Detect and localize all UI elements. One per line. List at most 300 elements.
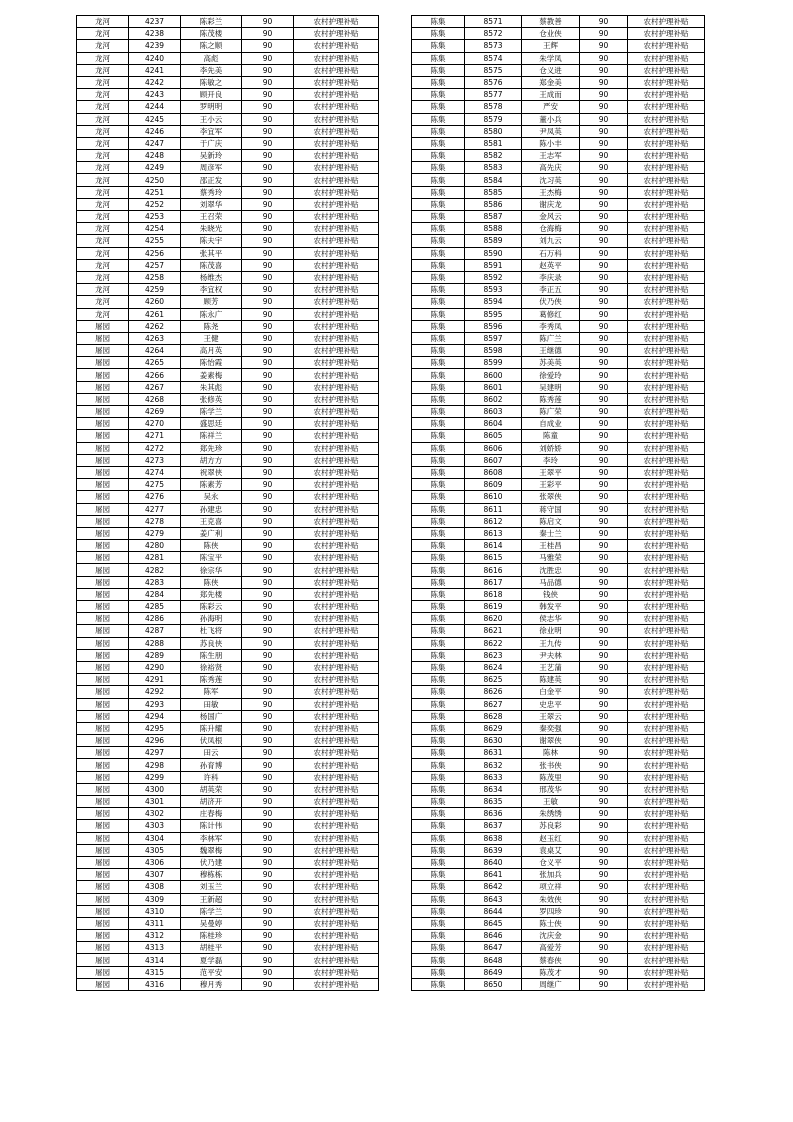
- serial-number-cell: 4297: [129, 747, 181, 759]
- subsidy-type-cell: 农村护理补贴: [628, 76, 705, 88]
- subsidy-type-cell: 农村护理补贴: [294, 503, 379, 515]
- name-cell: 王彩平: [522, 479, 580, 491]
- name-cell: 沈胜忠: [522, 564, 580, 576]
- amount-cell: 90: [580, 28, 628, 40]
- amount-cell: 90: [242, 588, 294, 600]
- town-cell: 屠园: [77, 893, 129, 905]
- table-row: [77, 917, 379, 929]
- amount-cell: 90: [242, 211, 294, 223]
- table-row: [77, 320, 379, 332]
- table-row: [412, 101, 705, 113]
- amount-cell: 90: [242, 661, 294, 673]
- name-cell: 胡方方: [181, 454, 242, 466]
- name-cell: 沈习英: [522, 174, 580, 186]
- table-row: [77, 503, 379, 515]
- town-cell: 屠园: [77, 832, 129, 844]
- serial-number-cell: 4283: [129, 576, 181, 588]
- amount-cell: 90: [242, 491, 294, 503]
- table-row: [77, 869, 379, 881]
- subsidy-type-cell: 农村护理补贴: [628, 881, 705, 893]
- town-cell: 龙河: [77, 284, 129, 296]
- amount-cell: 90: [580, 174, 628, 186]
- town-cell: 屠园: [77, 661, 129, 673]
- town-cell: 屠园: [77, 954, 129, 966]
- name-cell: 胡桂平: [181, 942, 242, 954]
- table-row: [77, 247, 379, 259]
- town-cell: 陈集: [412, 211, 465, 223]
- serial-number-cell: 4284: [129, 588, 181, 600]
- name-cell: 王新超: [181, 893, 242, 905]
- name-cell: 陈茂里: [522, 771, 580, 783]
- name-cell: 谢翠侠: [522, 735, 580, 747]
- subsidy-type-cell: 农村护理补贴: [628, 576, 705, 588]
- town-cell: 陈集: [412, 930, 465, 942]
- table-row: [77, 271, 379, 283]
- name-cell: 徐业明: [522, 625, 580, 637]
- amount-cell: 90: [242, 101, 294, 113]
- name-cell: 秦士兰: [522, 527, 580, 539]
- table-row: [412, 442, 705, 454]
- town-cell: 龙河: [77, 271, 129, 283]
- town-cell: 屠园: [77, 759, 129, 771]
- amount-cell: 90: [580, 698, 628, 710]
- subsidy-type-cell: 农村护理补贴: [294, 89, 379, 101]
- subsidy-type-cell: 农村护理补贴: [628, 174, 705, 186]
- amount-cell: 90: [580, 917, 628, 929]
- amount-cell: 90: [242, 735, 294, 747]
- table-row: [412, 16, 705, 28]
- table-row: [412, 637, 705, 649]
- table-row: [412, 40, 705, 52]
- serial-number-cell: 4245: [129, 113, 181, 125]
- table-row: [77, 369, 379, 381]
- subsidy-type-cell: 农村护理补贴: [628, 796, 705, 808]
- name-cell: 穆栋栋: [181, 869, 242, 881]
- table-row: [77, 576, 379, 588]
- subsidy-type-cell: 农村护理补贴: [628, 198, 705, 210]
- table-row: [77, 735, 379, 747]
- table-row: [77, 125, 379, 137]
- table-row: [77, 686, 379, 698]
- amount-cell: 90: [242, 540, 294, 552]
- town-cell: 屠园: [77, 686, 129, 698]
- serial-number-cell: 8601: [465, 381, 522, 393]
- subsidy-type-cell: 农村护理补贴: [294, 64, 379, 76]
- serial-number-cell: 8642: [465, 881, 522, 893]
- amount-cell: 90: [242, 113, 294, 125]
- subsidy-type-cell: 农村护理补贴: [294, 698, 379, 710]
- name-cell: 范平安: [181, 966, 242, 978]
- amount-cell: 90: [580, 369, 628, 381]
- name-cell: 陈计伟: [181, 820, 242, 832]
- serial-number-cell: 8576: [465, 76, 522, 88]
- table-row: [412, 576, 705, 588]
- name-cell: 邢茂华: [522, 783, 580, 795]
- subsidy-type-cell: 农村护理补贴: [294, 905, 379, 917]
- subsidy-type-cell: 农村护理补贴: [294, 735, 379, 747]
- town-cell: 陈集: [412, 978, 465, 990]
- subsidy-type-cell: 农村护理补贴: [294, 76, 379, 88]
- table-row: [77, 16, 379, 28]
- subsidy-type-cell: 农村护理补贴: [294, 893, 379, 905]
- serial-number-cell: 8605: [465, 430, 522, 442]
- table-row: [77, 211, 379, 223]
- town-cell: 陈集: [412, 747, 465, 759]
- serial-number-cell: 4308: [129, 881, 181, 893]
- subsidy-type-cell: 农村护理补贴: [294, 393, 379, 405]
- serial-number-cell: 4307: [129, 869, 181, 881]
- subsidy-type-cell: 农村护理补贴: [294, 162, 379, 174]
- table-row: [412, 881, 705, 893]
- amount-cell: 90: [580, 674, 628, 686]
- subsidy-type-cell: 农村护理补贴: [628, 661, 705, 673]
- amount-cell: 90: [242, 332, 294, 344]
- town-cell: 陈集: [412, 186, 465, 198]
- table-row: [77, 588, 379, 600]
- amount-cell: 90: [580, 564, 628, 576]
- serial-number-cell: 8640: [465, 856, 522, 868]
- table-row: [412, 113, 705, 125]
- table-row: [412, 515, 705, 527]
- amount-cell: 90: [580, 454, 628, 466]
- town-cell: 陈集: [412, 540, 465, 552]
- serial-number-cell: 8593: [465, 284, 522, 296]
- table-row: [77, 332, 379, 344]
- town-cell: 屠园: [77, 783, 129, 795]
- serial-number-cell: 4276: [129, 491, 181, 503]
- town-cell: 陈集: [412, 796, 465, 808]
- town-cell: 陈集: [412, 808, 465, 820]
- subsidy-type-cell: 农村护理补贴: [628, 271, 705, 283]
- amount-cell: 90: [580, 198, 628, 210]
- amount-cell: 90: [580, 186, 628, 198]
- name-cell: 陈广兰: [522, 332, 580, 344]
- table-row: [412, 783, 705, 795]
- subsidy-type-cell: 农村护理补贴: [294, 137, 379, 149]
- name-cell: 蔡秀玲: [181, 186, 242, 198]
- town-cell: 陈集: [412, 771, 465, 783]
- serial-number-cell: 4290: [129, 661, 181, 673]
- subsidy-type-cell: 农村护理补贴: [628, 284, 705, 296]
- serial-number-cell: 4257: [129, 259, 181, 271]
- amount-cell: 90: [242, 357, 294, 369]
- town-cell: 陈集: [412, 223, 465, 235]
- amount-cell: 90: [242, 235, 294, 247]
- table-row: [77, 393, 379, 405]
- name-cell: 李宜军: [181, 125, 242, 137]
- subsidy-type-cell: 农村护理补贴: [294, 491, 379, 503]
- serial-number-cell: 4294: [129, 710, 181, 722]
- table-row: [77, 674, 379, 686]
- town-cell: 陈集: [412, 564, 465, 576]
- subsidy-type-cell: 农村护理补贴: [628, 820, 705, 832]
- amount-cell: 90: [242, 308, 294, 320]
- serial-number-cell: 4310: [129, 905, 181, 917]
- town-cell: 陈集: [412, 369, 465, 381]
- serial-number-cell: 4288: [129, 637, 181, 649]
- amount-cell: 90: [580, 223, 628, 235]
- serial-number-cell: 4277: [129, 503, 181, 515]
- serial-number-cell: 8621: [465, 625, 522, 637]
- amount-cell: 90: [580, 747, 628, 759]
- subsidy-type-cell: 农村护理补贴: [294, 271, 379, 283]
- name-cell: 王敏: [522, 796, 580, 808]
- name-cell: 王继德: [522, 345, 580, 357]
- name-cell: 陈童: [522, 430, 580, 442]
- town-cell: 屠园: [77, 735, 129, 747]
- serial-number-cell: 8620: [465, 613, 522, 625]
- table-row: [77, 893, 379, 905]
- town-cell: 屠园: [77, 381, 129, 393]
- name-cell: 胡英荣: [181, 783, 242, 795]
- name-cell: 陈广荣: [522, 406, 580, 418]
- amount-cell: 90: [580, 527, 628, 539]
- amount-cell: 90: [242, 479, 294, 491]
- subsidy-type-cell: 农村护理补贴: [628, 491, 705, 503]
- serial-number-cell: 4246: [129, 125, 181, 137]
- amount-cell: 90: [242, 613, 294, 625]
- amount-cell: 90: [242, 393, 294, 405]
- name-cell: 高彪: [181, 52, 242, 64]
- subsidy-type-cell: 农村护理补贴: [294, 613, 379, 625]
- serial-number-cell: 4240: [129, 52, 181, 64]
- amount-cell: 90: [580, 381, 628, 393]
- name-cell: 陈秀莲: [522, 393, 580, 405]
- table-row: [412, 125, 705, 137]
- subsidy-type-cell: 农村护理补贴: [294, 820, 379, 832]
- serial-number-cell: 8587: [465, 211, 522, 223]
- name-cell: 陈军: [181, 686, 242, 698]
- serial-number-cell: 4299: [129, 771, 181, 783]
- serial-number-cell: 4267: [129, 381, 181, 393]
- subsidy-type-cell: 农村护理补贴: [628, 856, 705, 868]
- subsidy-type-cell: 农村护理补贴: [628, 540, 705, 552]
- name-cell: 钱侠: [522, 588, 580, 600]
- name-cell: 陈建英: [522, 674, 580, 686]
- amount-cell: 90: [242, 76, 294, 88]
- table-row: [77, 52, 379, 64]
- town-cell: 陈集: [412, 674, 465, 686]
- town-cell: 陈集: [412, 893, 465, 905]
- serial-number-cell: 8631: [465, 747, 522, 759]
- subsidy-type-cell: 农村护理补贴: [628, 345, 705, 357]
- serial-number-cell: 4242: [129, 76, 181, 88]
- serial-number-cell: 4271: [129, 430, 181, 442]
- name-cell: 尹夫林: [522, 649, 580, 661]
- subsidy-type-cell: 农村护理补贴: [628, 710, 705, 722]
- amount-cell: 90: [580, 832, 628, 844]
- table-row: [412, 64, 705, 76]
- amount-cell: 90: [580, 101, 628, 113]
- name-cell: 陈生朋: [181, 649, 242, 661]
- town-cell: 陈集: [412, 296, 465, 308]
- amount-cell: 90: [580, 905, 628, 917]
- name-cell: 陈敏之: [181, 76, 242, 88]
- name-cell: 刘翠华: [181, 198, 242, 210]
- town-cell: 屠园: [77, 332, 129, 344]
- town-cell: 屠园: [77, 406, 129, 418]
- serial-number-cell: 4300: [129, 783, 181, 795]
- table-row: [412, 284, 705, 296]
- subsidy-type-cell: 农村护理补贴: [628, 527, 705, 539]
- amount-cell: 90: [242, 674, 294, 686]
- table-row: [412, 722, 705, 734]
- town-cell: 陈集: [412, 16, 465, 28]
- serial-number-cell: 4292: [129, 686, 181, 698]
- name-cell: 苏美英: [522, 357, 580, 369]
- serial-number-cell: 8571: [465, 16, 522, 28]
- subsidy-type-cell: 农村护理补贴: [628, 759, 705, 771]
- subsidy-type-cell: 农村护理补贴: [294, 759, 379, 771]
- amount-cell: 90: [242, 783, 294, 795]
- amount-cell: 90: [580, 771, 628, 783]
- table-row: [77, 137, 379, 149]
- subsidy-type-cell: 农村护理补贴: [294, 747, 379, 759]
- name-cell: 吴永: [181, 491, 242, 503]
- subsidy-type-cell: 农村护理补贴: [628, 601, 705, 613]
- subsidy-type-cell: 农村护理补贴: [628, 308, 705, 320]
- serial-number-cell: 8636: [465, 808, 522, 820]
- subsidy-type-cell: 农村护理补贴: [294, 515, 379, 527]
- town-cell: 陈集: [412, 259, 465, 271]
- subsidy-type-cell: 农村护理补贴: [628, 686, 705, 698]
- serial-number-cell: 8644: [465, 905, 522, 917]
- amount-cell: 90: [580, 966, 628, 978]
- town-cell: 屠园: [77, 369, 129, 381]
- name-cell: 王九传: [522, 637, 580, 649]
- name-cell: 蒋守国: [522, 503, 580, 515]
- table-row: [412, 625, 705, 637]
- serial-number-cell: 4262: [129, 320, 181, 332]
- subsidy-type-cell: 农村护理补贴: [294, 588, 379, 600]
- name-cell: 陈茂楼: [181, 28, 242, 40]
- serial-number-cell: 8611: [465, 503, 522, 515]
- table-row: [77, 942, 379, 954]
- town-cell: 陈集: [412, 162, 465, 174]
- amount-cell: 90: [580, 211, 628, 223]
- amount-cell: 90: [580, 418, 628, 430]
- town-cell: 陈集: [412, 454, 465, 466]
- town-cell: 龙河: [77, 235, 129, 247]
- serial-number-cell: 8615: [465, 552, 522, 564]
- subsidy-type-cell: 农村护理补贴: [294, 978, 379, 990]
- name-cell: 徐裕贤: [181, 661, 242, 673]
- name-cell: 陈升耀: [181, 722, 242, 734]
- table-row: [77, 357, 379, 369]
- table-row: [77, 881, 379, 893]
- subsidy-type-cell: 农村护理补贴: [294, 357, 379, 369]
- amount-cell: 90: [580, 649, 628, 661]
- table-row: [412, 674, 705, 686]
- amount-cell: 90: [242, 564, 294, 576]
- serial-number-cell: 8610: [465, 491, 522, 503]
- town-cell: 屠园: [77, 491, 129, 503]
- serial-number-cell: 8612: [465, 515, 522, 527]
- amount-cell: 90: [580, 479, 628, 491]
- serial-number-cell: 8580: [465, 125, 522, 137]
- town-cell: 陈集: [412, 198, 465, 210]
- serial-number-cell: 8648: [465, 954, 522, 966]
- table-row: [77, 223, 379, 235]
- amount-cell: 90: [580, 406, 628, 418]
- town-cell: 屠园: [77, 942, 129, 954]
- table-row: [412, 735, 705, 747]
- subsidy-type-cell: 农村护理补贴: [628, 430, 705, 442]
- town-cell: 陈集: [412, 381, 465, 393]
- subsidy-type-cell: 农村护理补贴: [294, 369, 379, 381]
- subsidy-type-cell: 农村护理补贴: [628, 625, 705, 637]
- table-row: [77, 601, 379, 613]
- amount-cell: 90: [242, 271, 294, 283]
- town-cell: 陈集: [412, 393, 465, 405]
- name-cell: 顾芳: [181, 296, 242, 308]
- town-cell: 屠园: [77, 588, 129, 600]
- town-cell: 陈集: [412, 515, 465, 527]
- serial-number-cell: 8579: [465, 113, 522, 125]
- name-cell: 庄春梅: [181, 808, 242, 820]
- name-cell: 陈桂珍: [181, 930, 242, 942]
- table-row: [77, 649, 379, 661]
- amount-cell: 90: [580, 808, 628, 820]
- subsidy-type-cell: 农村护理补贴: [628, 28, 705, 40]
- name-cell: 王辉: [522, 40, 580, 52]
- subsidy-type-cell: 农村护理补贴: [628, 783, 705, 795]
- serial-number-cell: 4281: [129, 552, 181, 564]
- table-row: [412, 844, 705, 856]
- serial-number-cell: 8606: [465, 442, 522, 454]
- name-cell: 陈茂喜: [181, 259, 242, 271]
- name-cell: 沈庆金: [522, 930, 580, 942]
- subsidy-type-cell: 农村护理补贴: [294, 881, 379, 893]
- name-cell: 邵正发: [181, 174, 242, 186]
- serial-number-cell: 8627: [465, 698, 522, 710]
- table-row: [412, 223, 705, 235]
- subsidy-type-cell: 农村护理补贴: [294, 527, 379, 539]
- subsidy-type-cell: 农村护理补贴: [628, 564, 705, 576]
- table-row: [77, 771, 379, 783]
- town-cell: 龙河: [77, 64, 129, 76]
- town-cell: 陈集: [412, 710, 465, 722]
- name-cell: 陈启文: [522, 515, 580, 527]
- serial-number-cell: 8622: [465, 637, 522, 649]
- town-cell: 屠园: [77, 698, 129, 710]
- town-cell: 陈集: [412, 759, 465, 771]
- name-cell: 徐爱玲: [522, 369, 580, 381]
- serial-number-cell: 4309: [129, 893, 181, 905]
- town-cell: 陈集: [412, 466, 465, 478]
- amount-cell: 90: [580, 235, 628, 247]
- subsidy-type-cell: 农村护理补贴: [294, 942, 379, 954]
- serial-number-cell: 8575: [465, 64, 522, 76]
- subsidy-type-cell: 农村护理补贴: [294, 235, 379, 247]
- amount-cell: 90: [242, 954, 294, 966]
- serial-number-cell: 8590: [465, 247, 522, 259]
- town-cell: 陈集: [412, 125, 465, 137]
- town-cell: 龙河: [77, 16, 129, 28]
- amount-cell: 90: [242, 454, 294, 466]
- name-cell: 周继广: [522, 978, 580, 990]
- serial-number-cell: 4261: [129, 308, 181, 320]
- serial-number-cell: 4302: [129, 808, 181, 820]
- town-cell: 屠园: [77, 479, 129, 491]
- serial-number-cell: 4237: [129, 16, 181, 28]
- name-cell: 吴建明: [522, 381, 580, 393]
- serial-number-cell: 4259: [129, 284, 181, 296]
- table-row: [412, 247, 705, 259]
- name-cell: 吴曼婷: [181, 917, 242, 929]
- table-row: [77, 418, 379, 430]
- amount-cell: 90: [580, 466, 628, 478]
